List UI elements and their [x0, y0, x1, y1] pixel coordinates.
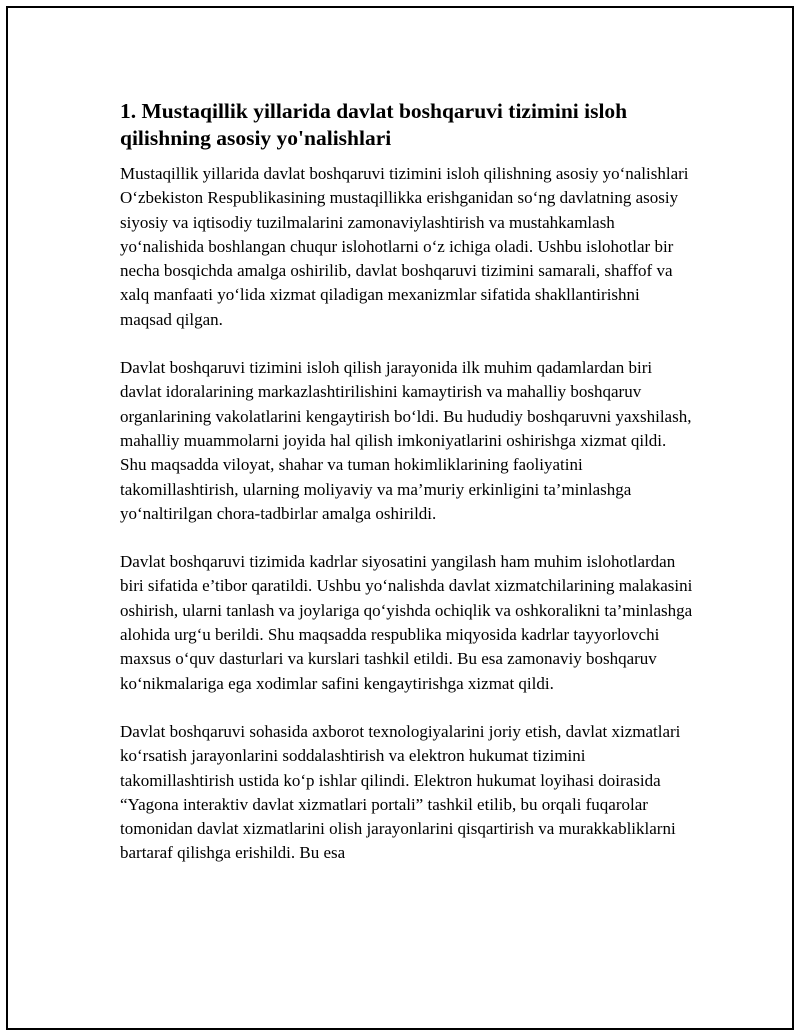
paragraph-4: Davlat boshqaruvi sohasida axborot texnologiyalarini joriy etish, davlat xizmatlari ko‘rsatish jarayonlarini soddalashtirish va elektron hukumat tizimini takomillashtirish ustida ko‘p ishlar qilindi. Elektron hukumat loyihasi doirasida “Yagona interaktiv davlat xizmatlari portali” tashkil etilib, bu orqali fuqarolar tomonidan davlat xizmatlarini olish jarayonlarini qisqartirish va murakkabliklarni bartaraf qilishga erishildi. Bu esa: [120, 721, 681, 863]
paragraph-3: Davlat boshqaruvi tizimida kadrlar siyosatini yangilash ham muhim islohotlardan biri sifatida e’tibor qaratildi. Ushbu yo‘nalishda davlat xizmatchilarining malakasini oshirish, ularni tanlash va joylariga qo‘yishda ochiqlik va oshkoralikni ta’minlashga alohida urg‘u berildi. Shu maqsadda respublika miqyosida kadrlar tayyorlovchi maxsus o‘quv dasturlari va kurslari tashkil etildi. Bu esa zamonaviy boshqaruv ko‘nikmalariga ega xodimlar safini kengaytirishga xizmat qildi.: [120, 552, 693, 693]
document-body: [120, 98, 695, 890]
paragraph-1: Mustaqillik yillarida davlat boshqaruvi tizimini isloh qilishning asosiy yo‘nalishlari O‘zbekiston Respublikasining mustaqillikka erishganidan so‘ng davlatning asosiy siyosiy va iqtisodiy tuzilmalarini zamonaviylashtirish va mustahkamlash yo‘nalishida boshlangan chuqur islohotlarni o‘z ichiga oladi. Ushbu islohotlar bir necha bosqichda amalga oshirilib, davlat boshqaruvi tizimini samarali, shaffof va xalq manfaati yo‘lida xizmat qiladigan mexanizmlar sifatida shakllantirishni maqsad qilgan.: [120, 164, 689, 329]
page-frame: [6, 6, 794, 1030]
paragraph-2: Davlat boshqaruvi tizimini isloh qilish jarayonida ilk muhim qadamlardan biri davlat idoralarining markazlashtirilishini kamaytirish va mahalliy boshqaruv organlarining vakolatlarini kengaytirish bo‘ldi. Bu hududiy boshqaruvni yaxshilash, mahalliy muammolarni joyida hal qilish imkoniyatlarini oshirishga xizmat qildi. Shu maqsadda viloyat, shahar va tuman hokimliklarining faoliyatini takomillashtirish, ularning moliyaviy va ma’muriy erkinligini ta’minlashga yo‘naltirilgan chora-tadbirlar amalga oshirildi.: [120, 358, 692, 523]
document-title: 1. Mustaqillik yillarida davlat boshqaruvi tizimini isloh qilishning asosiy yo'nalishlari: [120, 99, 628, 150]
